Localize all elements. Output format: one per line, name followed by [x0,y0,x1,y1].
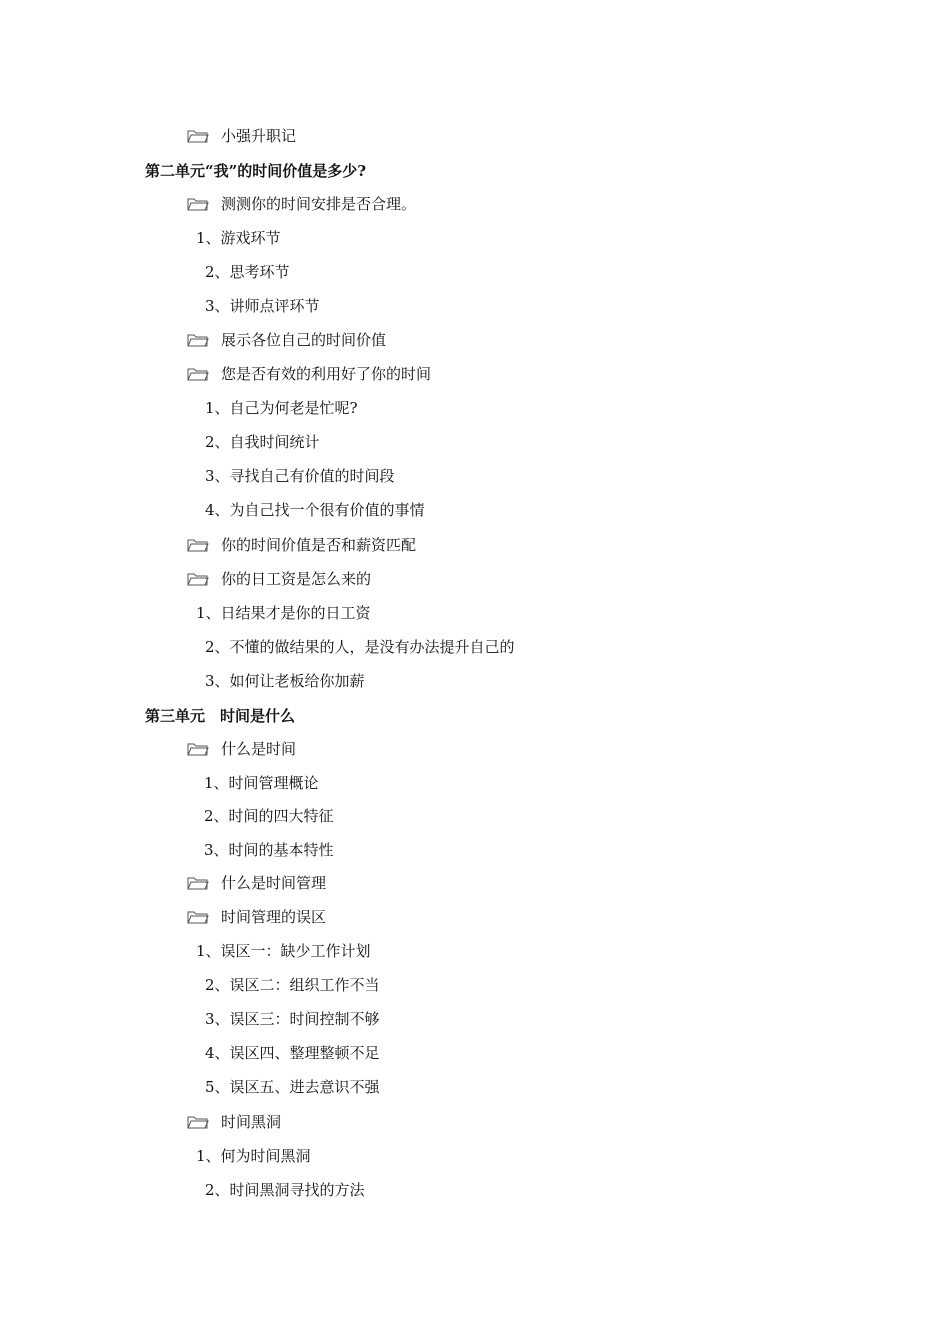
folder-icon [187,910,209,924]
list-item: 2、思考环节 [205,263,290,281]
folder-icon [187,333,209,347]
folder-icon [187,572,209,586]
folder-item [187,535,416,555]
folder-item [187,907,326,927]
list-item: 3、如何让老板给你加薪 [205,672,365,690]
list-item: 1、误区一：缺少工作计划 [196,942,371,960]
list-item: 3、讲师点评环节 [205,297,320,315]
folder-icon [187,538,209,552]
folder-icon [187,367,209,381]
list-item: 1、自己为何老是忙呢? [205,399,358,417]
folder-icon [187,197,209,211]
folder-item [187,194,416,214]
item-text: 什么是时间 [221,740,297,758]
section-heading: 第二单元“我”的时间价值是多少? [145,162,367,180]
item-text: 小强升职记 [221,127,297,145]
item-text: 您是否有效的利用好了你的时间 [221,365,432,383]
list-item: 2、不懂的做结果的人，是没有办法提升自己的 [205,638,515,656]
list-item: 4、为自己找一个很有价值的事情 [205,501,425,519]
list-item: 1、何为时间黑洞 [196,1147,311,1165]
folder-icon [187,876,209,890]
section-heading: 第三单元 时间是什么 [145,707,296,725]
list-item: 2、自我时间统计 [205,433,320,451]
list-item: 2、误区二：组织工作不当 [205,976,380,994]
folder-item [187,1112,281,1132]
folder-icon [187,742,209,756]
item-text: 时间黑洞 [221,1113,282,1131]
list-item: 1、时间管理概论 [204,774,319,792]
list-item: 4、误区四、整理整顿不足 [205,1044,380,1062]
folder-item [187,739,296,759]
list-item: 1、游戏环节 [196,229,281,247]
item-text: 展示各位自己的时间价值 [221,331,387,349]
list-item: 3、寻找自己有价值的时间段 [205,467,395,485]
item-text: 你的时间价值是否和薪资匹配 [221,536,417,554]
list-item: 2、时间的四大特征 [204,807,334,825]
item-text: 时间管理的误区 [221,908,327,926]
folder-item [187,569,371,589]
list-item: 5、误区五、进去意识不强 [205,1078,380,1096]
folder-icon [187,129,209,143]
item-text: 测测你的时间安排是否合理。 [221,195,417,213]
list-item: 3、时间的基本特性 [204,841,334,859]
list-item: 1、日结果才是你的日工资 [196,604,371,622]
folder-icon [187,1115,209,1129]
folder-item [187,330,386,350]
item-text: 什么是时间管理 [221,874,327,892]
list-item: 2、时间黑洞寻找的方法 [205,1181,365,1199]
folder-item [187,873,326,893]
list-item: 3、误区三：时间控制不够 [205,1010,380,1028]
folder-item [187,364,431,384]
item-text: 你的日工资是怎么来的 [221,570,372,588]
folder-item [187,126,296,146]
